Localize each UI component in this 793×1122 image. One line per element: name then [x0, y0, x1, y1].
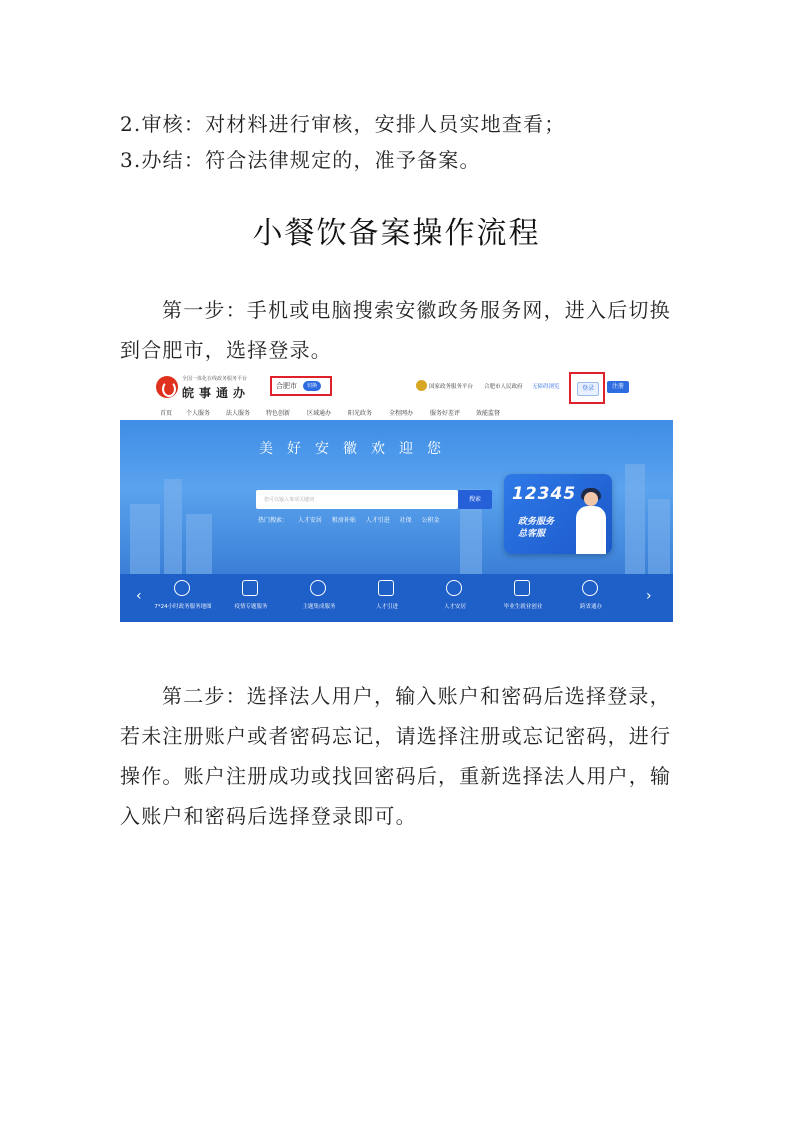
person-house-icon	[446, 580, 462, 596]
service-label: 跨省通办	[579, 604, 602, 610]
nav-item-rating[interactable]: 服务好差评	[430, 410, 461, 417]
skyline-building	[625, 464, 645, 574]
hero-banner	[120, 420, 673, 574]
next-arrow-icon[interactable]: ›	[646, 588, 652, 604]
hero-title: 美好安徽欢迎您	[259, 441, 455, 457]
site-brand: 皖事通办	[182, 386, 251, 400]
service-epidemic[interactable]	[216, 574, 286, 622]
skyline-building	[186, 514, 212, 574]
service-label: 人才安居	[443, 604, 466, 610]
nav-item-corporate[interactable]: 法人服务	[226, 410, 251, 417]
service-icon-bar	[120, 574, 673, 622]
national-emblem-icon	[416, 380, 427, 391]
switch-city-button[interactable]: 切换	[303, 381, 321, 391]
hotline-number: 12345	[512, 484, 577, 504]
service-talent[interactable]	[352, 574, 422, 622]
service-housing[interactable]	[420, 574, 490, 622]
city-label: 合肥市	[276, 382, 297, 390]
location-icon	[582, 580, 598, 596]
nav-item-innovation[interactable]: 特色创新	[266, 410, 291, 417]
service-map[interactable]	[148, 574, 218, 622]
step2-paragraph: 第二步：选择法人用户，输入账户和密码后选择登录，若未注册账户或者密码忘记，请选择注册或忘记密码，进行操作。账户注册成功或找回密码后，重新选择法人用户，输入账户和密码后选择登录即可。	[120, 684, 672, 828]
agent-icon	[584, 492, 598, 506]
shield-icon	[242, 580, 258, 596]
service-cross-province[interactable]	[556, 574, 626, 622]
nav-item-online[interactable]: 全程网办	[389, 410, 414, 417]
graduation-cap-icon	[378, 580, 394, 596]
search-input[interactable]	[256, 490, 458, 509]
service-label: 主题集成服务	[302, 604, 336, 610]
register-button[interactable]: 注册	[607, 381, 629, 393]
city-government-link[interactable]: 合肥市人民政府	[484, 384, 523, 390]
page-title: 小餐饮备案操作流程	[252, 216, 541, 251]
national-platform-link[interactable]: 国家政务服务平台	[429, 384, 474, 390]
text-line-review: 2.审核：对材料进行审核，安排人员实地查看；	[120, 112, 566, 136]
globe-icon	[174, 580, 190, 596]
search-button[interactable]: 搜索	[458, 490, 492, 509]
skyline-building	[130, 504, 160, 574]
nav-item-home[interactable]: 首页	[160, 410, 173, 417]
prev-arrow-icon[interactable]: ‹	[136, 588, 142, 604]
city-highlight-box	[270, 376, 332, 396]
service-graduate[interactable]	[488, 574, 558, 622]
site-slogan: 全国一体化在线政务服务平台	[182, 376, 248, 382]
service-label: 7*24小时政务服务地图	[154, 604, 212, 610]
hotline-label: 政务服务总客服	[518, 517, 555, 539]
magnifier-icon	[310, 580, 326, 596]
main-nav	[120, 406, 673, 420]
search-placeholder: 您可以输入事项关键词	[264, 497, 315, 503]
nav-item-government[interactable]: 阳光政务	[348, 410, 373, 417]
book-icon	[514, 580, 530, 596]
service-label: 疫情专题服务	[234, 604, 268, 610]
login-highlight-box	[569, 372, 605, 404]
accessibility-link[interactable]: 无障碍浏览	[532, 384, 560, 390]
step1-paragraph: 第一步：手机或电脑搜索安徽政务服务网，进入后切换到合肥市，选择登录。	[120, 298, 671, 362]
skyline-building	[164, 479, 182, 574]
hotline-card[interactable]	[504, 474, 612, 554]
skyline-building	[648, 499, 670, 574]
hot-search-links[interactable]: 热门搜索： 人才安居 租房补贴 人才引进 社保 公积金	[258, 517, 440, 524]
login-button[interactable]: 登录	[577, 382, 599, 396]
service-label: 毕业生就业创业	[503, 604, 543, 610]
nav-item-regional[interactable]: 区域通办	[307, 410, 332, 417]
service-theme[interactable]	[284, 574, 354, 622]
text-line-complete: 3.办结：符合法律规定的，准予备案。	[120, 148, 481, 172]
nav-item-supervision[interactable]: 效能监督	[476, 410, 501, 417]
nav-item-personal[interactable]: 个人服务	[186, 410, 211, 417]
logo-icon	[156, 376, 178, 398]
website-screenshot	[120, 370, 673, 622]
site-header	[120, 370, 673, 406]
service-label: 人才引进	[375, 604, 398, 610]
agent-body	[576, 506, 606, 554]
